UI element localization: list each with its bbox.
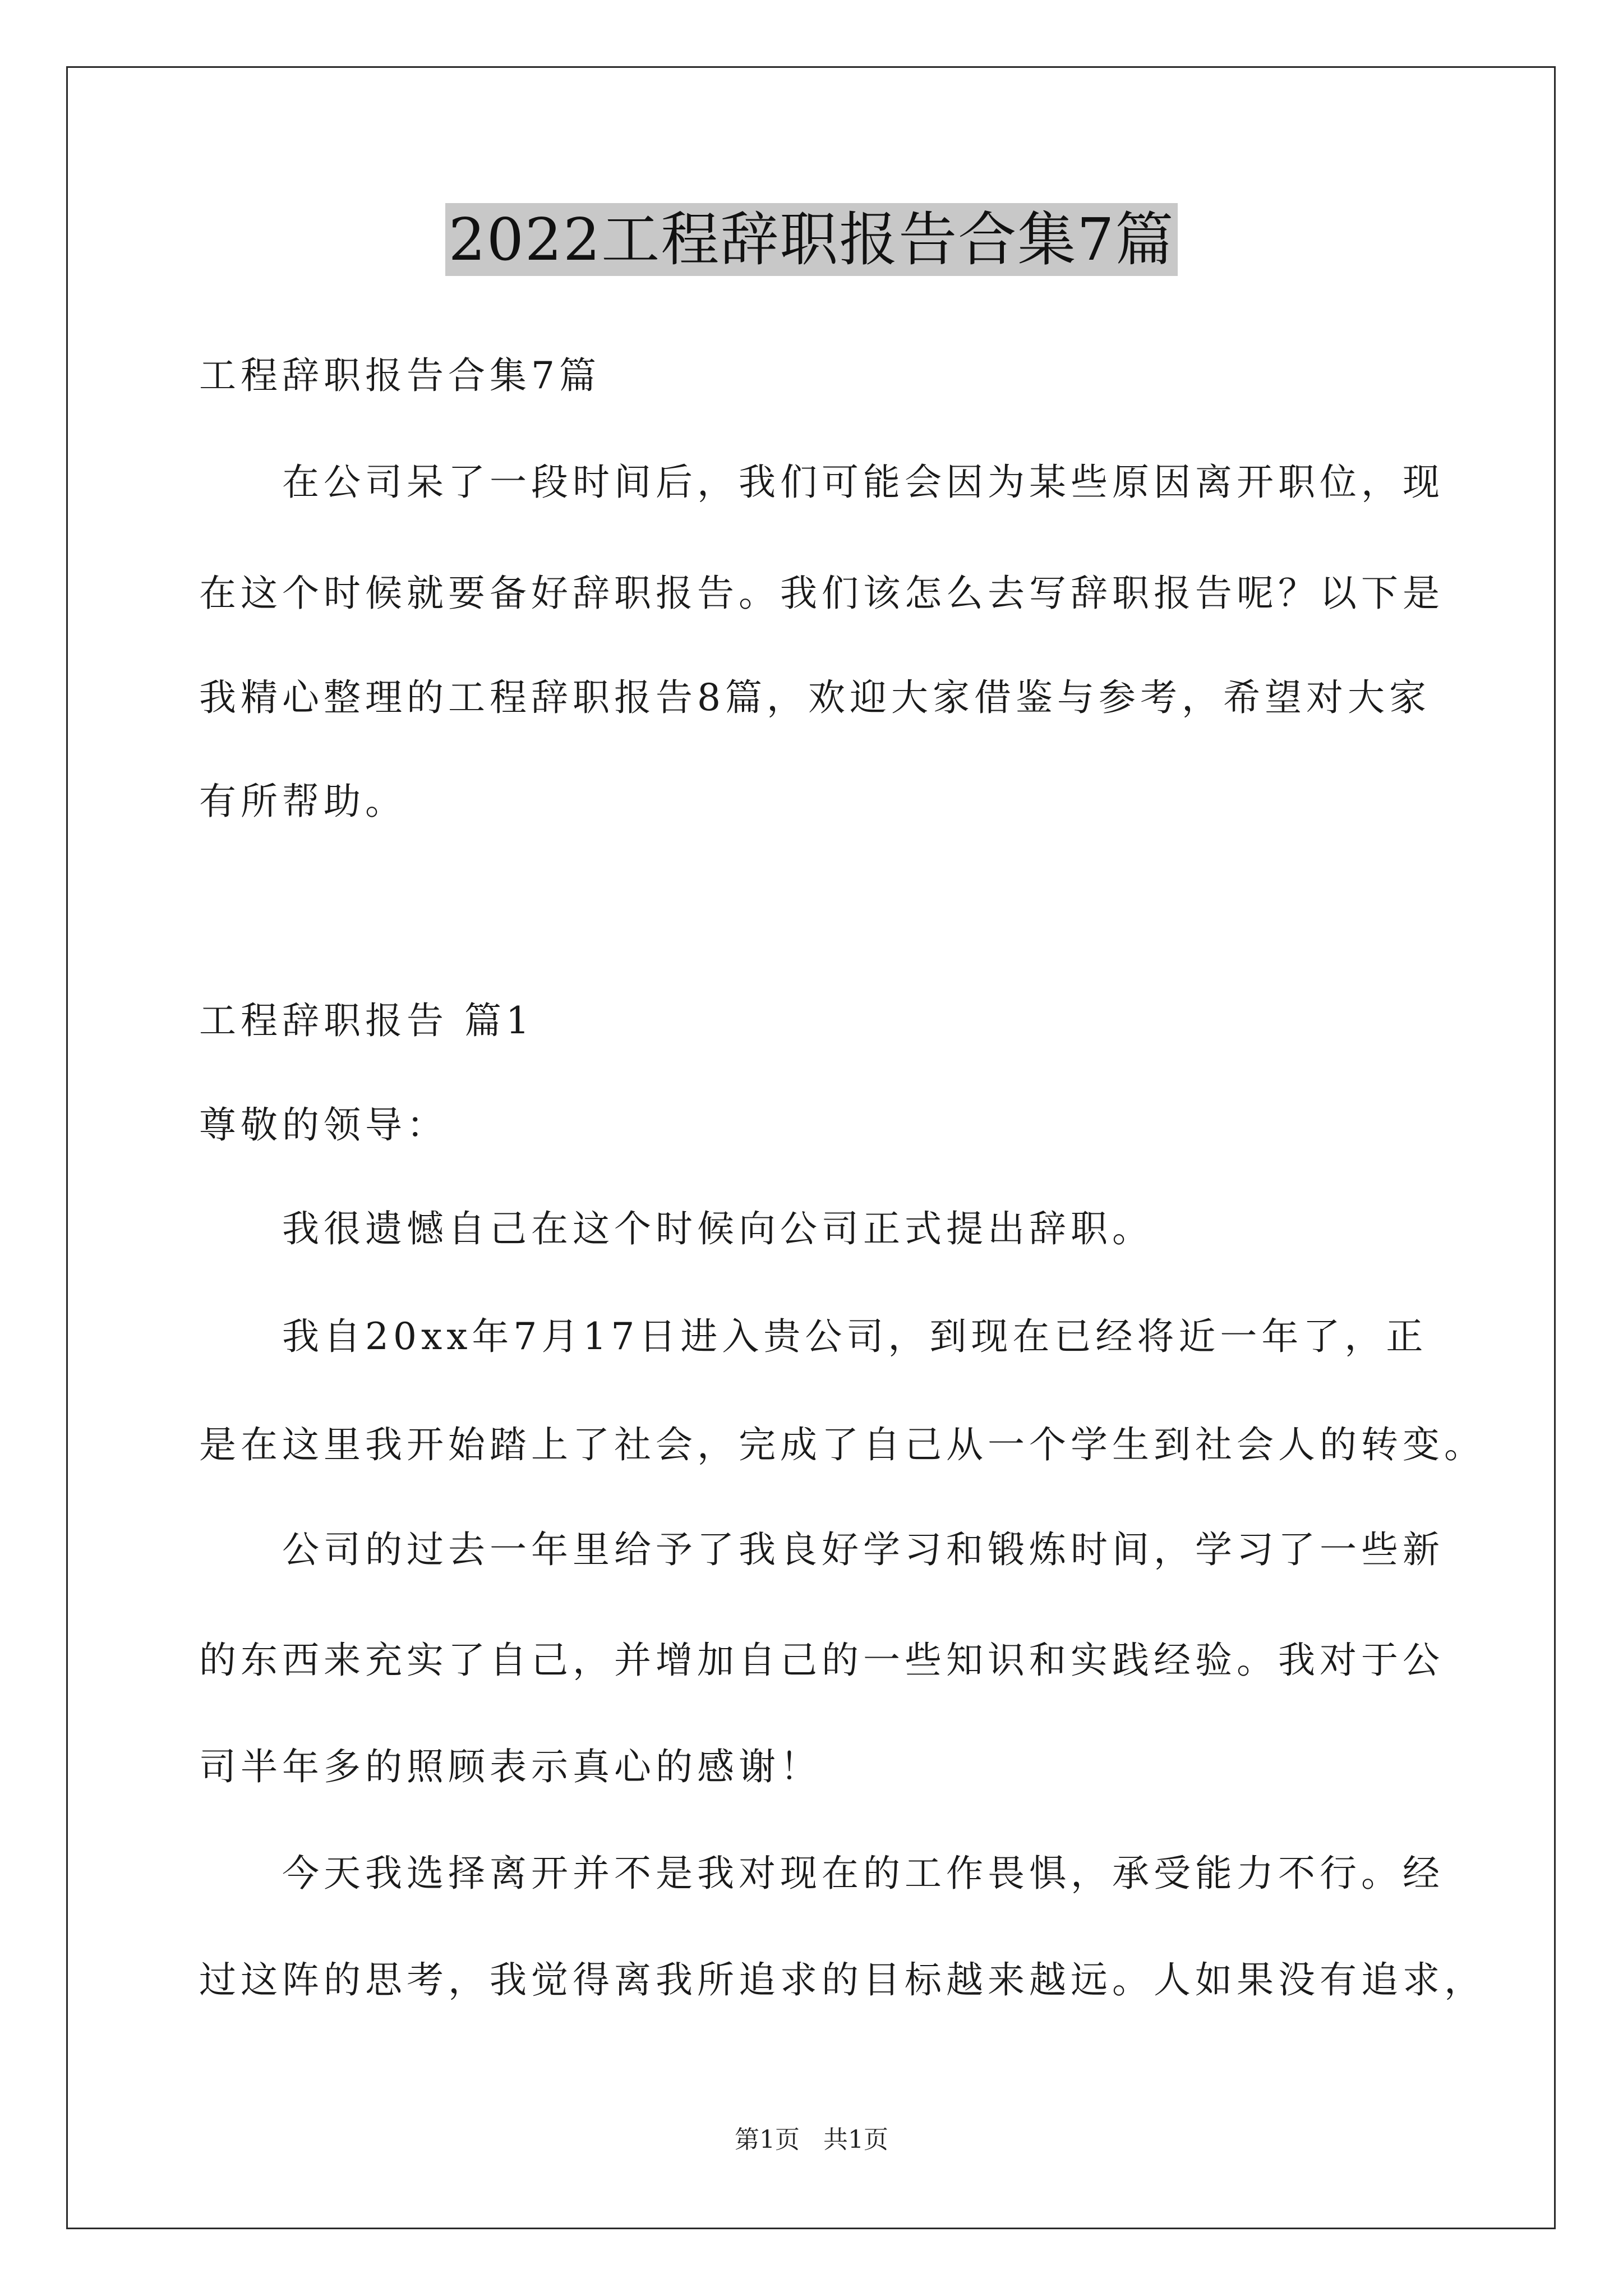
salutation: 尊敬的领导： xyxy=(199,1103,448,1147)
body-line-1: 我很遗憾自己在这个时候向公司正式提出辞职。 xyxy=(282,1207,1154,1250)
body-line-4: 公司的过去一年里给予了我良好学习和锻炼时间，学习了一些新 xyxy=(282,1528,1444,1571)
document-subtitle: 工程辞职报告合集7篇 xyxy=(199,354,601,397)
document-title: 2022工程辞职报告合集7篇 xyxy=(445,203,1178,276)
section-heading: 工程辞职报告 篇1 xyxy=(199,999,534,1042)
intro-line-4: 有所帮助。 xyxy=(199,780,407,823)
body-line-5: 的东西来充实了自己，并增加自己的一些知识和实践经验。我对于公 xyxy=(199,1639,1444,1682)
intro-line-3: 我精心整理的工程辞职报告8篇，欢迎大家借鉴与参考，希望对大家 xyxy=(199,676,1431,719)
body-line-2: 我自20xx年7月17日进入贵公司，到现在已经将近一年了，正 xyxy=(282,1315,1428,1358)
body-line-7: 今天我选择离开并不是我对现在的工作畏惧，承受能力不行。经 xyxy=(282,1852,1444,1895)
body-line-3: 是在这里我开始踏上了社会，完成了自己从一个学生到社会人的转变。 xyxy=(199,1423,1486,1466)
title-container xyxy=(0,203,1623,276)
page-footer xyxy=(0,2124,1623,2156)
intro-line-2: 在这个时候就要备好辞职报告。我们该怎么去写辞职报告呢？以下是 xyxy=(199,572,1444,615)
intro-line-1: 在公司呆了一段时间后，我们可能会因为某些原因离开职位，现 xyxy=(282,461,1444,504)
page-number-current: 第1页 xyxy=(735,2125,800,2154)
page-number-total: 共1页 xyxy=(823,2125,888,2154)
body-line-8: 过这阵的思考，我觉得离我所追求的目标越来越远。人如果没有追求， xyxy=(199,1958,1486,2001)
body-line-6: 司半年多的照顾表示真心的感谢！ xyxy=(199,1745,822,1788)
